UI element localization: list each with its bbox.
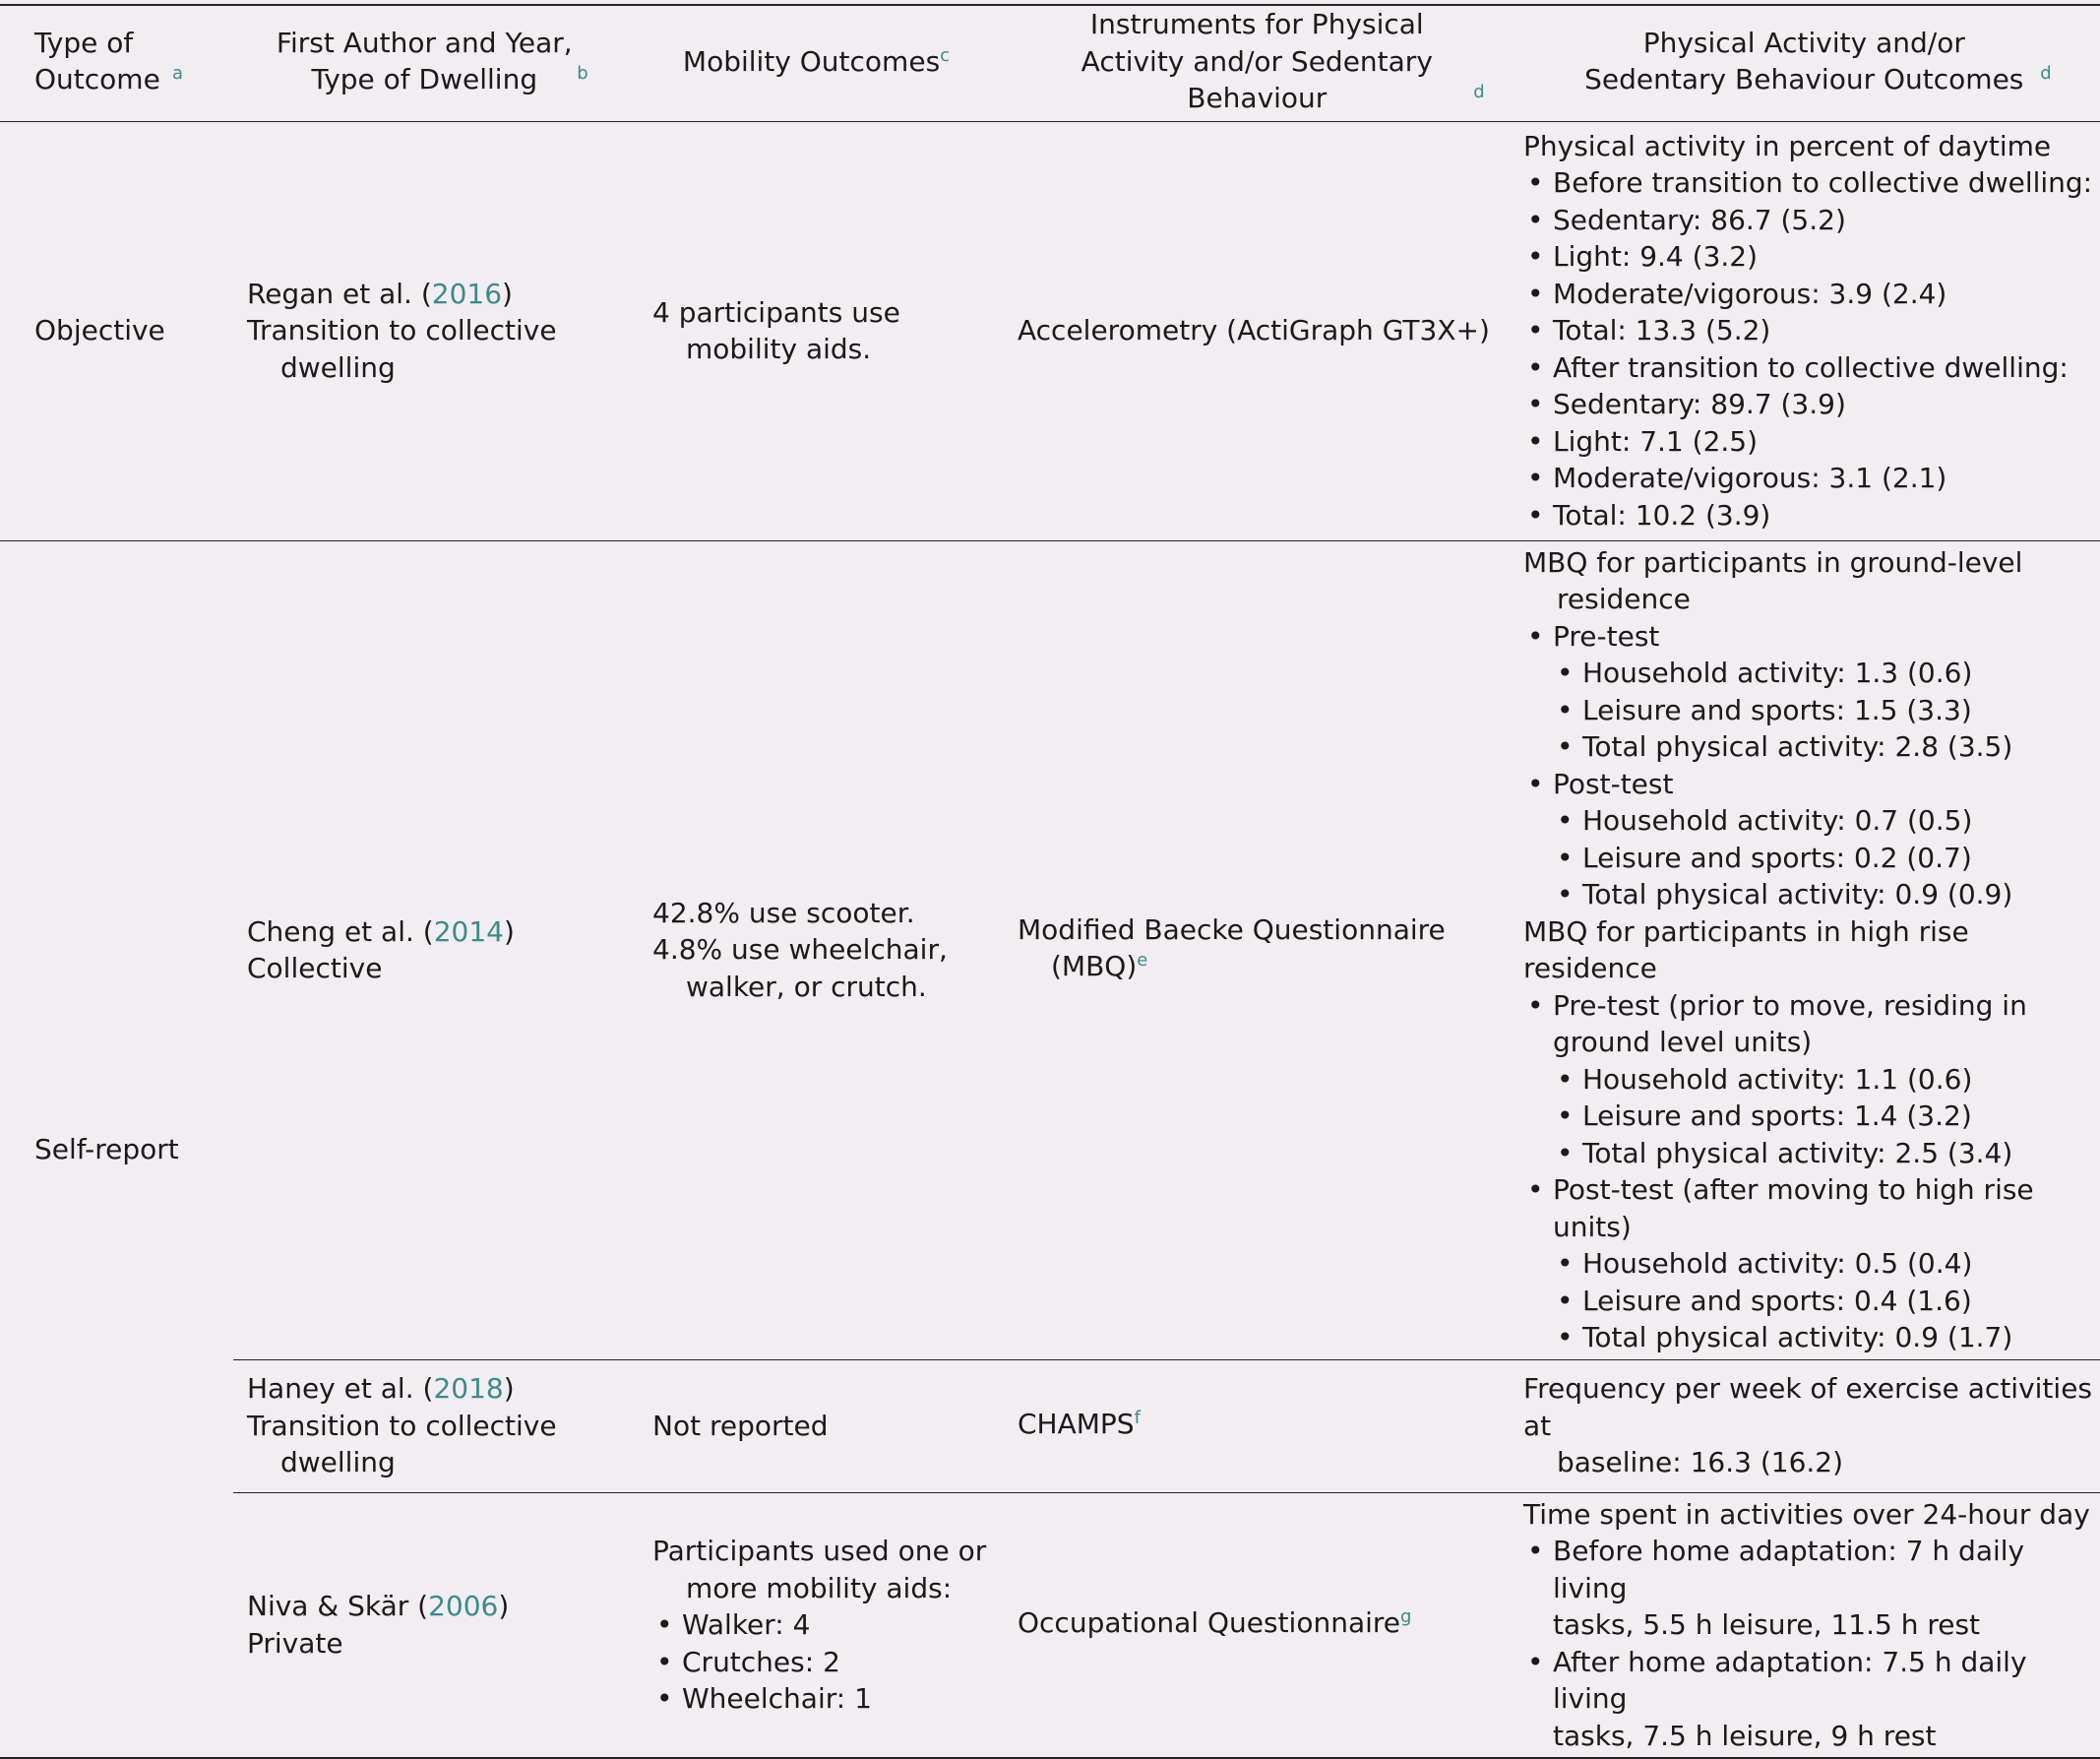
type-cell: Self-report <box>0 540 233 1758</box>
list-item: • Total physical activity: 0.9 (0.9) <box>1553 876 2100 913</box>
outcome-cell: Frequency per week of exercise activities at baseline: 16.3 (16.2) <box>1519 1359 2100 1492</box>
list-item: • Light: 9.4 (3.2) <box>1523 238 2100 276</box>
list-item: • Household activity: 1.3 (0.6) <box>1553 655 2100 692</box>
type-cell: Objective <box>34 314 165 347</box>
author-cell: Haney et al. (2018) Transition to collective dwelling <box>233 1359 627 1492</box>
author-cell: Regan et al. (2016) Transition to collective dwelling <box>247 277 557 384</box>
list-item: • Household activity: 0.7 (0.5) <box>1553 802 2100 840</box>
mobility-cell: 4 participants use mobility aids. <box>652 295 900 365</box>
list-item: • Total physical activity: 2.5 (3.4) <box>1553 1135 2100 1172</box>
header-instruments: Instruments for Physical Activity and/or Sedentary Behaviour $^d$ <box>1006 5 1519 121</box>
outcome-cell: Physical activity in percent of daytime • Before transition to collective dwelling: • Sedentary: 86.7 (5.2) • Light: 9.4 (3.2) • Moderate/vigorous: 3.9 (2.4) • Total: 13.3 (5.2) • After transition to collective dwelling: • Sedentary: 89.7 (3.9) • Light: 7.1 (2.5) • Moderate/vigorous: 3.1 (2.1) • Total: 10.2 (3.9) <box>1519 121 2100 540</box>
table-header-row <box>0 5 2100 121</box>
list-item: • Total: 13.3 (5.2) <box>1523 312 2100 349</box>
list-item: • Pre-test • Household activity: 1.3 (0.6) • Leisure and sports: 1.5 (3.3) • Total physical activity: 2.8 (3.5) <box>1523 618 2100 766</box>
list-item: • Household activity: 1.1 (0.6) <box>1553 1061 2100 1099</box>
list-item: • Leisure and sports: 0.2 (0.7) <box>1553 840 2100 877</box>
table-row <box>0 1492 2100 1758</box>
instrument-cell: Accelerometry (ActiGraph GT3X+) <box>1018 314 1490 347</box>
list-item: • Total: 10.2 (3.9) <box>1523 497 2100 534</box>
list-item: • Pre-test (prior to move, residing in ground level units) • Household activity: 1.1 (0.6) • Leisure and sports: 1.4 (3.2) • Total physical activity: 2.5 (3.4) <box>1523 987 2100 1172</box>
year-link[interactable]: 2006 <box>428 1590 499 1623</box>
outcome-cell: MBQ for participants in ground-level residence • Pre-test • Household activity: 1.3 (0.6) • Leisure and sports: 1.5 (3.3) • Total physical activity: 2.8 (3.5) • Post-test • Household activity: 0.7 (0.5) • Leisure and sports: 0.2 (0.7) • Total physical activity: 0.9 (0.9) MBQ for participants in high rise residence • Pre-test (prior to move, residing in ground level units) • Household activity: 1.1 (0.6) • Leisure and sports: 1.4 (3.2) • Total physical activity: 2.5 (3.4) • Post-test (after moving to high rise units) • Household activity: 0.5 (0.4) • Leisure and sports: 0.4 (1.6) • Total physical activity: 0.9 (1.7) <box>1519 540 2100 1359</box>
list-item: • Light: 7.1 (2.5) <box>1523 423 2100 461</box>
header-first-author: First Author and Year, Type of Dwelling $^b$ <box>233 5 627 121</box>
year-link[interactable]: 2016 <box>431 277 503 310</box>
table-row <box>0 121 2100 540</box>
study-table <box>0 4 2100 1759</box>
instrument-cell: Occupational Questionnaire$^g$ <box>1006 1492 1519 1758</box>
outcome-cell: Time spent in activities over 24-hour day • Before home adaptation: 7 h daily living tasks, 5.5 h leisure, 11.5 h rest • After home adaptation: 7.5 h daily living tasks, 7.5 h leisure, 9 h rest <box>1519 1492 2100 1758</box>
list-item: • Leisure and sports: 1.4 (3.2) <box>1553 1098 2100 1135</box>
list-item: • After home adaptation: 7.5 h daily living tasks, 7.5 h leisure, 9 h rest <box>1523 1644 2100 1755</box>
list-item: • Leisure and sports: 1.5 (3.3) <box>1553 692 2100 729</box>
table-row <box>0 1359 2100 1492</box>
list-item: • Total physical activity: 2.8 (3.5) <box>1553 728 2100 766</box>
table-row <box>0 540 2100 1359</box>
list-item: • After transition to collective dwelling: <box>1523 349 2100 387</box>
list-item: • Total physical activity: 0.9 (1.7) <box>1553 1319 2100 1356</box>
list-item: • Post-test • Household activity: 0.7 (0.5) • Leisure and sports: 0.2 (0.7) • Total physical activity: 0.9 (0.9) <box>1523 766 2100 913</box>
list-item: • Moderate/vigorous: 3.1 (2.1) <box>1523 460 2100 497</box>
list-item: • Moderate/vigorous: 3.9 (2.4) <box>1523 276 2100 313</box>
list-item: • Sedentary: 86.7 (5.2) <box>1523 202 2100 239</box>
instrument-cell: CHAMPS$^f$ <box>1006 1359 1519 1492</box>
author-cell: Niva & Skär (2006) Private <box>233 1492 627 1758</box>
list-item: • Household activity: 0.5 (0.4) <box>1553 1245 2100 1283</box>
list-item: • Before transition to collective dwelling: <box>1523 164 2100 202</box>
list-item: • Before home adaptation: 7 h daily living tasks, 5.5 h leisure, 11.5 h rest <box>1523 1533 2100 1644</box>
list-item: • Post-test (after moving to high rise units) • Household activity: 0.5 (0.4) • Leisure and sports: 0.4 (1.6) • Total physical activity: 0.9 (1.7) <box>1523 1171 2100 1356</box>
year-link[interactable]: 2018 <box>433 1372 504 1406</box>
mobility-cell: Participants used one or more mobility aids: • Walker: 4 • Crutches: 2 • Wheelchair: 1 <box>627 1492 1006 1758</box>
header-pa-outcomes: Physical Activity and/or Sedentary Behaviour Outcomes $^d$ <box>1519 5 2100 121</box>
list-item: • Crutches: 2 <box>652 1644 1006 1681</box>
list-item: • Wheelchair: 1 <box>652 1680 1006 1718</box>
mobility-cell: Not reported <box>627 1359 1006 1492</box>
header-mobility-outcomes: Mobility Outcomes$^c$ <box>627 5 1006 121</box>
list-item: • Leisure and sports: 0.4 (1.6) <box>1553 1283 2100 1320</box>
author-cell: Cheng et al. (2014) Collective <box>233 540 627 1359</box>
year-link[interactable]: 2014 <box>433 914 504 948</box>
list-item: • Sedentary: 89.7 (3.9) <box>1523 386 2100 423</box>
list-item: • Walker: 4 <box>652 1606 1006 1644</box>
mobility-cell: 42.8% use scooter. 4.8% use wheelchair, walker, or crutch. <box>627 540 1006 1359</box>
instrument-cell: Modified Baecke Questionnaire (MBQ)$^e$ <box>1006 540 1519 1359</box>
header-type-of-outcome: Type of Outcome $^a$ <box>0 5 233 121</box>
